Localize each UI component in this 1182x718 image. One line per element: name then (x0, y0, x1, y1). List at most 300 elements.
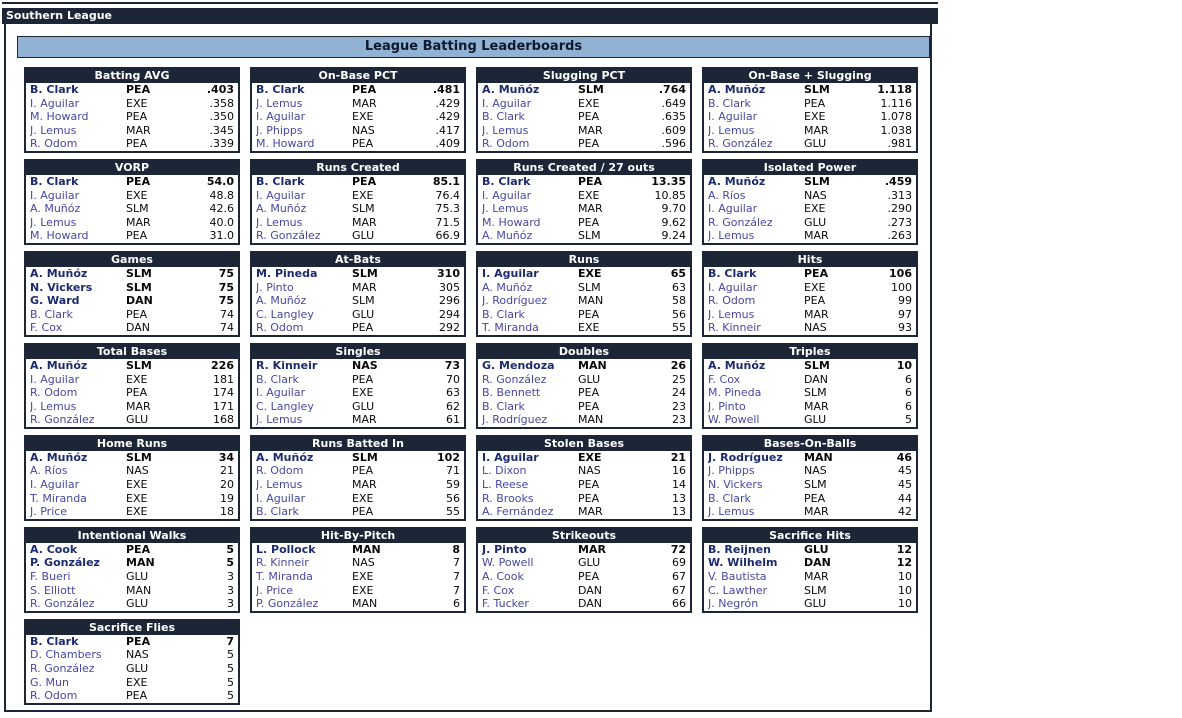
player-name-link[interactable]: J. Rodríguez (708, 450, 783, 464)
player-name-link[interactable]: A. Muñóz (708, 174, 766, 188)
player-name-link[interactable]: T. Miranda (482, 321, 539, 335)
leaderboard-row (704, 137, 916, 151)
player-name-link[interactable]: W. Powell (482, 556, 534, 570)
stat-value: 56 (446, 491, 460, 505)
player-name-link[interactable]: I. Aguilar (482, 266, 539, 280)
team-code: PEA (578, 215, 600, 229)
stat-value: 75.3 (435, 202, 460, 216)
stat-value: 3 (227, 570, 234, 584)
stat-value: 226 (211, 358, 234, 372)
leaderboard-row (704, 373, 916, 387)
player-name-link[interactable]: J. Lemus (482, 202, 529, 216)
stat-board (250, 251, 466, 337)
player-name-link[interactable]: G. Ward (30, 294, 80, 308)
board-title: Sacrifice Flies (26, 621, 238, 635)
team-code: NAS (126, 464, 149, 478)
stat-value: 75 (218, 294, 234, 308)
leaderboard-row (478, 570, 690, 584)
player-name-link[interactable]: M. Pineda (708, 386, 762, 400)
stat-board (476, 527, 692, 613)
player-name-link[interactable]: T. Miranda (30, 491, 87, 505)
team-code: MAN (352, 542, 381, 556)
leaderboard-row (704, 413, 916, 427)
player-name-link[interactable]: A. Muñóz (30, 450, 88, 464)
stat-value: 13 (672, 505, 686, 519)
team-code: PEA (126, 110, 148, 124)
stat-value: 292 (439, 321, 460, 335)
player-name-link[interactable]: I. Aguilar (256, 491, 306, 505)
player-name-link[interactable]: J. Lemus (30, 123, 77, 137)
team-code: SLM (352, 266, 378, 280)
player-name-link[interactable]: B. Clark (482, 307, 525, 321)
player-name-link[interactable]: J. Lemus (256, 478, 303, 492)
player-name-link[interactable]: C. Langley (256, 307, 314, 321)
team-code: GLU (804, 597, 827, 611)
player-name-link[interactable]: A. Cook (30, 542, 78, 556)
player-name-link[interactable]: M. Howard (482, 215, 541, 229)
leaderboard-row (478, 451, 690, 465)
team-code: MAR (352, 96, 377, 110)
player-name-link[interactable]: J. Price (30, 505, 68, 519)
player-name-link[interactable]: B. Clark (256, 174, 305, 188)
player-name-link[interactable]: F. Bueri (30, 570, 71, 584)
player-name-link[interactable]: R. Odom (30, 386, 78, 400)
leaderboard-row (704, 97, 916, 111)
player-name-link[interactable]: F. Tucker (482, 597, 529, 611)
stat-board (24, 343, 240, 429)
leaderboard-row (26, 662, 238, 676)
player-name-link[interactable]: R. González (256, 229, 321, 243)
player-name-link[interactable]: B. Clark (256, 505, 299, 519)
leaderboard-row (252, 281, 464, 295)
player-name-link[interactable]: R. Odom (30, 689, 78, 703)
leaderboard-row (26, 413, 238, 427)
player-name-link[interactable]: R. Kinneir (256, 556, 309, 570)
stat-value: 1.116 (880, 96, 912, 110)
stat-value: 31.0 (209, 229, 234, 243)
leaderboard-row (252, 124, 464, 138)
player-name-link[interactable]: P. González (30, 556, 100, 570)
player-name-link[interactable]: J. Lemus (256, 215, 303, 229)
stat-value: .417 (435, 123, 460, 137)
team-code: SLM (352, 202, 375, 216)
stat-value: .429 (435, 96, 460, 110)
team-code: PEA (126, 137, 148, 151)
leaderboard-row (704, 584, 916, 598)
leaderboard-row (26, 556, 238, 570)
stat-value: 59 (446, 478, 460, 492)
player-name-link[interactable]: W. Powell (708, 413, 760, 427)
player-name-link[interactable]: A. Muñóz (30, 358, 88, 372)
player-name-link[interactable]: J. Pinto (708, 399, 746, 413)
leaderboard-row (252, 137, 464, 151)
player-name-link[interactable]: F. Cox (30, 321, 63, 335)
stat-value: 5 (227, 662, 234, 675)
player-name-link[interactable]: A. Muñóz (708, 358, 766, 372)
team-code: SLM (804, 358, 830, 372)
team-code: EXE (126, 372, 148, 386)
player-name-link[interactable]: R. Kinneir (708, 321, 761, 335)
player-name-link[interactable]: J. Lemus (30, 215, 77, 229)
team-code: SLM (352, 294, 375, 308)
leaderboard-row (478, 202, 690, 216)
player-name-link[interactable]: I. Aguilar (30, 478, 80, 492)
stat-value: 69 (672, 556, 686, 570)
player-name-link[interactable]: B. Clark (256, 372, 299, 386)
player-name-link[interactable]: J. Lemus (708, 229, 755, 243)
stat-value: 46 (896, 450, 912, 464)
player-name-link[interactable]: J. Rodríguez (482, 413, 548, 427)
player-name-link[interactable]: I. Aguilar (256, 386, 306, 400)
leaderboard-row (478, 124, 690, 138)
stat-value: 44 (898, 491, 912, 505)
leaderboard-row (478, 556, 690, 570)
board-title: Runs Created (252, 161, 464, 175)
team-code: GLU (578, 372, 601, 386)
player-name-link[interactable]: I. Aguilar (482, 450, 539, 464)
stat-value: 7 (226, 634, 234, 648)
leaderboard-row (252, 543, 464, 557)
leaderboard-row (252, 413, 464, 427)
player-name-link[interactable]: W. Wilhelm (708, 556, 778, 570)
stat-value: 174 (213, 386, 234, 400)
player-name-link[interactable]: F. Cox (482, 583, 515, 597)
player-name-link[interactable]: M. Howard (256, 137, 315, 151)
leaderboard-row (704, 478, 916, 492)
team-code: DAN (804, 372, 829, 386)
player-name-link[interactable]: J. Negrón (708, 597, 759, 611)
team-code: MAR (352, 280, 377, 294)
player-name-link[interactable]: I. Aguilar (30, 188, 80, 202)
leaderboard-row (478, 189, 690, 203)
player-name-link[interactable]: R. Odom (256, 321, 304, 335)
player-name-link[interactable]: L. Pollock (256, 542, 316, 556)
stat-value: 23 (672, 413, 686, 427)
stat-value: 93 (898, 321, 912, 335)
stat-board (24, 67, 240, 153)
player-name-link[interactable]: B. Clark (708, 491, 751, 505)
player-name-link[interactable]: A. Ríos (708, 188, 746, 202)
player-name-link[interactable]: B. Clark (30, 634, 79, 648)
player-name-link[interactable]: B. Clark (708, 266, 757, 280)
team-code: PEA (126, 634, 151, 648)
player-name-link[interactable]: A. Muñóz (256, 294, 307, 308)
team-code: PEA (126, 83, 151, 96)
team-code: EXE (578, 188, 600, 202)
leaderboard-row (478, 229, 690, 243)
league-name: Southern League (6, 9, 113, 22)
leaderboard-row (26, 308, 238, 322)
leaderboard-row (252, 597, 464, 611)
player-name-link[interactable]: C. Langley (256, 399, 314, 413)
player-name-link[interactable]: B. Clark (482, 110, 525, 124)
leaderboard-row (26, 689, 238, 703)
player-name-link[interactable]: R. González (30, 662, 95, 675)
player-name-link[interactable]: M. Howard (30, 229, 89, 243)
leaderboard-row (252, 202, 464, 216)
team-code: SLM (804, 583, 827, 597)
player-name-link[interactable]: B. Clark (30, 174, 79, 188)
team-code: GLU (804, 137, 827, 151)
player-name-link[interactable]: M. Pineda (256, 266, 318, 280)
player-name-link[interactable]: A. Muñóz (30, 266, 88, 280)
player-name-link[interactable]: T. Miranda (256, 570, 313, 584)
leaderboard-row (478, 110, 690, 124)
board-title: Doubles (478, 345, 690, 359)
player-name-link[interactable]: R. González (708, 137, 773, 151)
leaderboard-row (252, 308, 464, 322)
player-name-link[interactable]: A. Muñóz (708, 83, 766, 96)
player-name-link[interactable]: I. Aguilar (30, 96, 80, 110)
stat-value: .273 (887, 215, 912, 229)
stat-value: 6 (905, 386, 912, 400)
stat-value: 294 (439, 307, 460, 321)
stat-board (702, 67, 918, 153)
player-name-link[interactable]: J. Lemus (256, 96, 303, 110)
team-code: PEA (352, 83, 377, 96)
leaderboard-row (26, 229, 238, 243)
leaderboard-row (478, 478, 690, 492)
stat-value: 42 (898, 505, 912, 519)
player-name-link[interactable]: R. Odom (30, 137, 78, 151)
team-code: GLU (126, 662, 149, 675)
team-code: SLM (352, 450, 378, 464)
player-name-link[interactable]: L. Dixon (482, 464, 527, 478)
leaderboard-row (704, 202, 916, 216)
player-name-link[interactable]: B. Clark (708, 96, 751, 110)
player-name-link[interactable]: R. Odom (256, 464, 304, 478)
leaderboard-row (478, 137, 690, 151)
leaderboard-row (26, 202, 238, 216)
player-name-link[interactable]: B. Bennett (482, 386, 541, 400)
player-name-link[interactable]: R. Kinneir (256, 358, 318, 372)
team-code: SLM (804, 478, 827, 492)
stat-value: 3 (227, 583, 234, 597)
leaderboard-row (704, 189, 916, 203)
stat-value: .609 (661, 123, 686, 137)
team-code: NAS (804, 188, 827, 202)
stat-board (702, 159, 918, 245)
player-name-link[interactable]: R. González (482, 372, 547, 386)
board-title: Stolen Bases (478, 437, 690, 451)
stat-value: 5 (227, 648, 234, 662)
player-name-link[interactable]: N. Vickers (708, 478, 763, 492)
stat-value: 63 (446, 386, 460, 400)
leaderboard-row (252, 505, 464, 519)
league-title-bar (2, 8, 938, 24)
player-name-link[interactable]: I. Aguilar (708, 280, 758, 294)
player-name-link[interactable]: I. Aguilar (256, 110, 306, 124)
player-name-link[interactable]: M. Howard (30, 110, 89, 124)
player-name-link[interactable]: J. Phipps (708, 464, 755, 478)
board-title: On-Base + Slugging (704, 69, 916, 83)
board-title: Hit-By-Pitch (252, 529, 464, 543)
player-name-link[interactable]: L. Reese (482, 478, 529, 492)
leaderboard-row (26, 570, 238, 584)
leaderboard-row (252, 267, 464, 281)
player-name-link[interactable]: J. Pinto (256, 280, 294, 294)
leaderboard-row (252, 386, 464, 400)
player-name-link[interactable]: R. González (30, 413, 95, 427)
stat-value: 3 (227, 597, 234, 611)
player-name-link[interactable]: B. Clark (30, 83, 79, 96)
player-name-link[interactable]: J. Pinto (482, 542, 527, 556)
player-name-link[interactable]: D. Chambers (30, 648, 102, 662)
stat-value: 20 (220, 478, 234, 492)
team-code: EXE (578, 266, 602, 280)
player-name-link[interactable]: F. Cox (708, 372, 741, 386)
leaderboard-row (252, 321, 464, 335)
stat-board (702, 435, 918, 521)
player-name-link[interactable]: S. Elliott (30, 583, 76, 597)
stat-value: 1.118 (877, 83, 912, 96)
stat-board (250, 67, 466, 153)
player-name-link[interactable]: A. Muñóz (482, 229, 533, 243)
team-code: MAR (126, 123, 151, 137)
stat-value: .481 (432, 83, 460, 96)
team-code: PEA (126, 174, 151, 188)
stat-board (24, 251, 240, 337)
leaderboard-row (704, 175, 916, 189)
player-name-link[interactable]: P. González (256, 597, 319, 611)
team-code: PEA (804, 294, 826, 308)
player-name-link[interactable]: A. Muñóz (482, 83, 540, 96)
stat-value: 305 (439, 280, 460, 294)
player-name-link[interactable]: J. Lemus (256, 413, 303, 427)
leaderboard-row (478, 543, 690, 557)
stat-value: 7 (453, 583, 460, 597)
team-code: GLU (578, 556, 601, 570)
player-name-link[interactable]: I. Aguilar (482, 96, 532, 110)
player-name-link[interactable]: J. Lemus (708, 123, 755, 137)
team-code: NAS (352, 123, 375, 137)
player-name-link[interactable]: J. Price (256, 583, 294, 597)
leaderboard-row (252, 570, 464, 584)
team-code: PEA (578, 491, 600, 505)
stat-board (250, 159, 466, 245)
player-name-link[interactable]: A. Muñóz (256, 202, 307, 216)
board-title: Bases-On-Balls (704, 437, 916, 451)
team-code: GLU (126, 597, 149, 611)
team-code: PEA (352, 137, 374, 151)
player-name-link[interactable]: B. Clark (30, 307, 73, 321)
leaderboard-row (26, 110, 238, 124)
player-name-link[interactable]: I. Aguilar (482, 188, 532, 202)
player-name-link[interactable]: I. Aguilar (708, 202, 758, 216)
team-code: EXE (126, 478, 148, 492)
stat-value: 71.5 (435, 215, 460, 229)
team-code: PEA (578, 399, 600, 413)
leaderboard-row (252, 97, 464, 111)
player-name-link[interactable]: I. Aguilar (256, 188, 306, 202)
player-name-link[interactable]: B. Clark (482, 174, 531, 188)
stat-value: 62 (446, 399, 460, 413)
team-code: MAR (126, 215, 151, 229)
team-code: MAR (804, 505, 829, 519)
player-name-link[interactable]: R. González (30, 597, 95, 611)
board-title: Batting AVG (26, 69, 238, 83)
player-name-link[interactable]: J. Phipps (256, 123, 303, 137)
leaderboard-row (704, 386, 916, 400)
stat-value: .981 (887, 137, 912, 151)
stat-board (476, 435, 692, 521)
player-name-link[interactable]: I. Aguilar (708, 110, 758, 124)
team-code: EXE (126, 96, 148, 110)
stat-value: .358 (209, 96, 234, 110)
stat-value: 10 (898, 597, 912, 611)
stat-value: 74 (220, 321, 234, 335)
stat-value: 12 (896, 542, 912, 556)
leaderboard-row (478, 281, 690, 295)
stat-value: 34 (218, 450, 234, 464)
player-name-link[interactable]: J. Lemus (708, 505, 755, 519)
stat-value: 310 (437, 266, 460, 280)
player-name-link[interactable]: J. Rodríguez (482, 294, 548, 308)
player-name-link[interactable]: A. Ríos (30, 464, 68, 478)
player-name-link[interactable]: B. Clark (482, 399, 525, 413)
leaderboard-row (26, 464, 238, 478)
player-name-link[interactable]: R. Odom (482, 137, 530, 151)
team-code: NAS (804, 464, 827, 478)
leaderboard-row (478, 584, 690, 598)
leaderboard-row (478, 216, 690, 230)
leaderboard-row (26, 216, 238, 230)
stat-value: 7 (453, 570, 460, 584)
player-name-link[interactable]: A. Cook (482, 570, 524, 584)
player-name-link[interactable]: A. Muñóz (482, 280, 533, 294)
player-name-link[interactable]: G. Mendoza (482, 358, 555, 372)
leaderboards-grid (24, 67, 918, 705)
player-name-link[interactable]: N. Vickers (30, 280, 93, 294)
team-code: PEA (578, 137, 600, 151)
leaderboard-row (478, 400, 690, 414)
player-name-link[interactable]: A. Muñóz (256, 450, 314, 464)
leaderboard-row (704, 294, 916, 308)
team-code: GLU (352, 399, 375, 413)
player-name-link[interactable]: V. Bautista (708, 570, 767, 584)
player-name-link[interactable]: B. Clark (256, 83, 305, 96)
stat-value: 10.85 (654, 188, 686, 202)
leaderboard-row (704, 556, 916, 570)
player-name-link[interactable]: R. Brooks (482, 491, 534, 505)
player-name-link[interactable]: G. Mun (30, 675, 69, 689)
leaderboard-row (478, 373, 690, 387)
player-name-link[interactable]: J. Lemus (482, 123, 529, 137)
player-name-link[interactable]: R. Odom (708, 294, 756, 308)
stat-board (250, 527, 466, 613)
player-name-link[interactable]: R. González (708, 215, 773, 229)
leaderboard-row (478, 413, 690, 427)
team-code: EXE (352, 110, 374, 124)
stat-value: 72 (670, 542, 686, 556)
team-code: PEA (126, 307, 148, 321)
player-name-link[interactable]: C. Lawther (708, 583, 768, 597)
player-name-link[interactable]: J. Lemus (30, 399, 77, 413)
leaderboard-row (704, 359, 916, 373)
team-code: SLM (126, 280, 152, 294)
team-code: PEA (578, 570, 600, 584)
player-name-link[interactable]: J. Lemus (708, 307, 755, 321)
player-name-link[interactable]: I. Aguilar (30, 372, 80, 386)
top-rule (2, 2, 938, 4)
player-name-link[interactable]: A. Muñóz (30, 202, 81, 216)
leaderboard-row (26, 321, 238, 335)
player-name-link[interactable]: A. Fernández (482, 505, 554, 519)
player-name-link[interactable]: B. Reijnen (708, 542, 771, 556)
stat-value: .409 (435, 137, 460, 151)
stat-value: 10 (898, 583, 912, 597)
leaderboard-row (26, 648, 238, 662)
